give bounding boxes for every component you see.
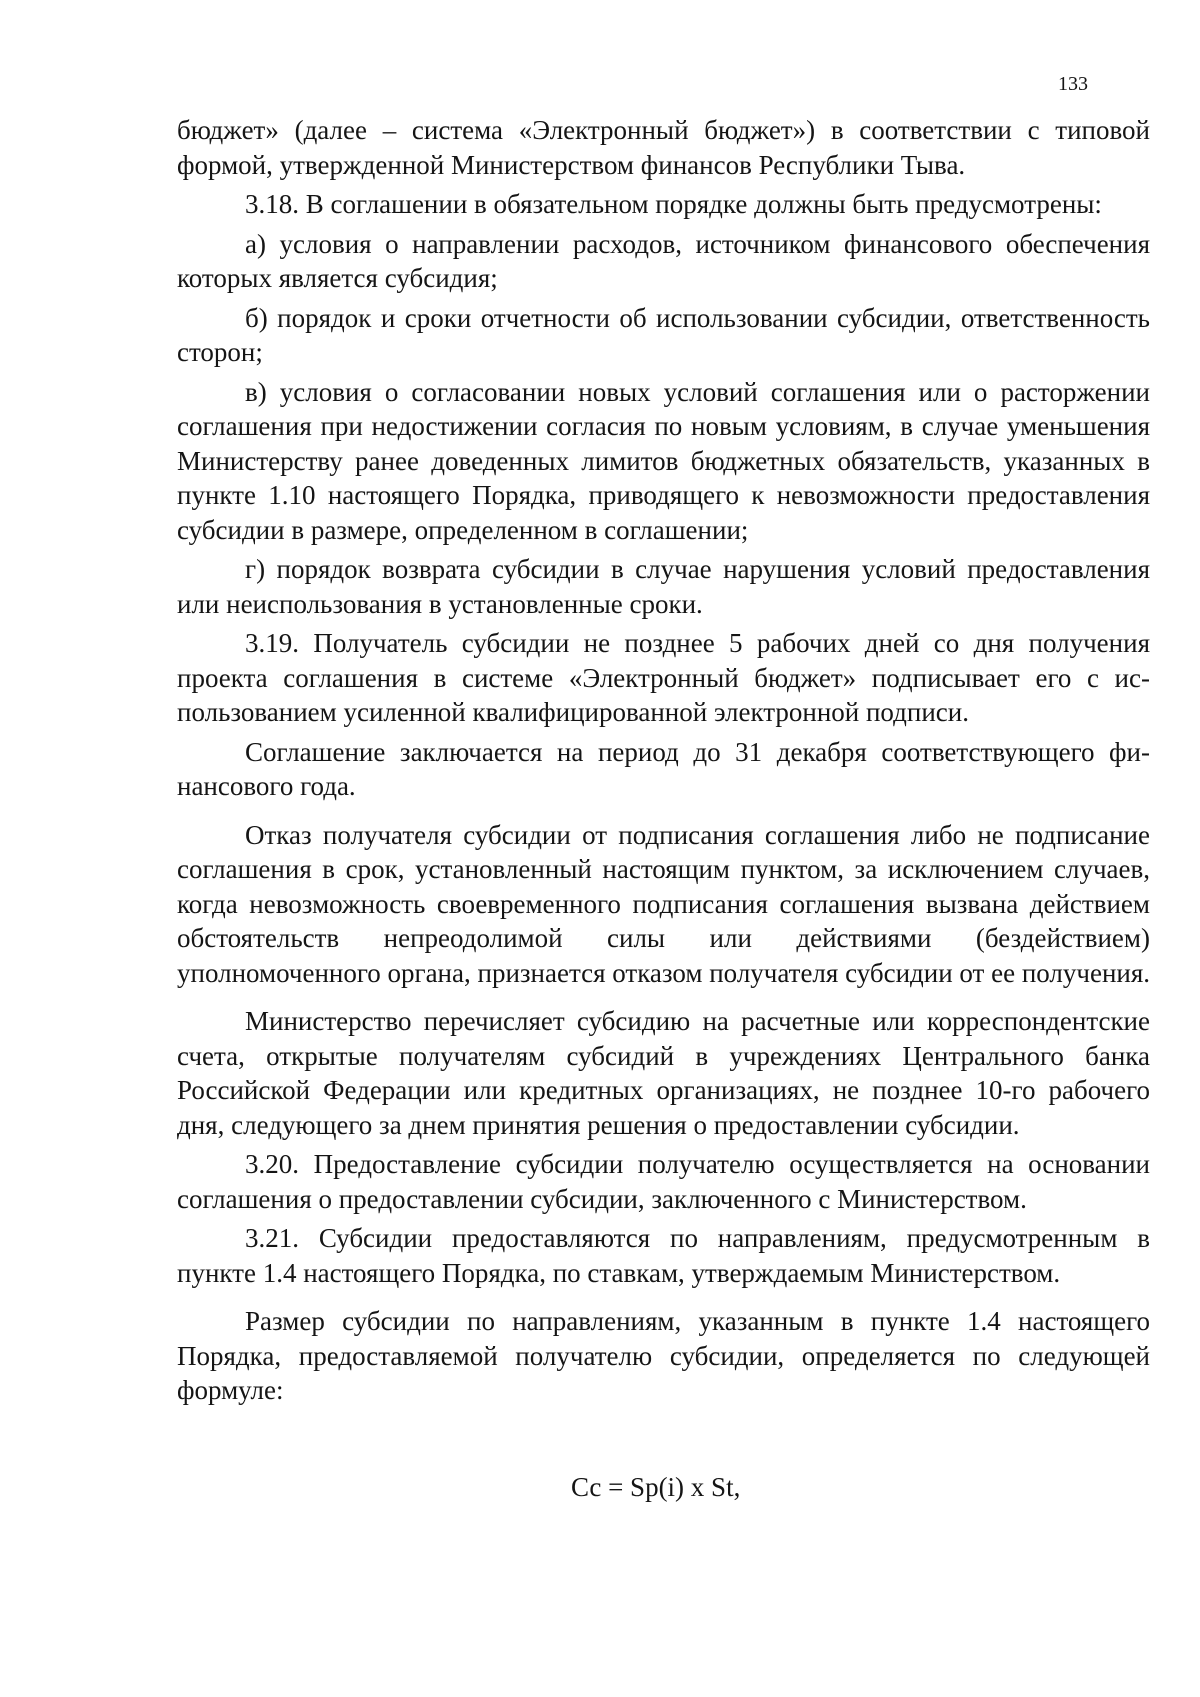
paragraph-3-20: 3.20. Предоставление субсидии получателю осуществляется на основании соглашения о предоставлении субсидии, заключенного с Министерством. (177, 1149, 1150, 1214)
paragraph-3-21: 3.21. Субсидии предоставляются по направлениям, предусмотренным в пункте 1.4 настоящего Порядка, по ставкам, утверждаемым Министерством. (177, 1223, 1150, 1288)
paragraph-3-18-a: а) условия о направлении расходов, источником финансового обеспечения которых является субсидия; (177, 228, 1150, 293)
paragraph-3-18-g: г) порядок возврата субсидии в случае нарушения условий предоставления или неиспользования в установленные сроки. (177, 554, 1150, 619)
subsidy-formula: Сс = Sp(i) x St, (571, 1471, 741, 1502)
paragraph-subsidy-size: Размер субсидии по направлениям, указанным в пункте 1.4 настоящего Порядка, предоставляемой получателю субсидии, определяется по следующей формуле: (177, 1306, 1150, 1405)
paragraph-transfer: Министерство перечисляет субсидию на расчетные или корреспондентские счета, открытые получателям субсидий в учреждениях Центрального банка Российской Федерации или кредитных организациях, не позднее 10-го рабочего дня, следующего за днем принятия решения о предоставлении субсидии. (177, 1006, 1150, 1140)
paragraph-3-19: 3.19. Получатель субсидии не позднее 5 рабочих дней со дня получения проекта соглашения в системе «Электронный бюджет» подписывает его с использованием усиленной квалифицированной электронной подписи. (177, 628, 1150, 727)
page-number: 133 (1058, 73, 1088, 95)
document-body (177, 113, 1150, 1504)
paragraph-3-18: 3.18. В соглашении в обязательном порядке должны быть предусмотрены: (245, 189, 1102, 219)
paragraph-agreement-period: Соглашение заключается на период до 31 декабря соответствующего финансового года. (177, 736, 1150, 801)
paragraph-budget-system: бюджет» (далее – система «Электронный бюджет») в соответствии с типовой формой, утвержденной Министерством финансов Республики Тыва. (177, 115, 1150, 180)
paragraph-3-18-b: б) порядок и сроки отчетности об использовании субсидии, ответственность сторон; (177, 302, 1150, 367)
paragraph-refusal: Отказ получателя субсидии от подписания соглашения либо не подписание соглашения в срок, установленный настоящим пунктом, за исключением случаев, когда невозможность своевременного подписания соглашения вызвана действием обстоятельств непреодолимой силы или действиями (бездействием) уполномоченного органа, признается отказом получателя субсидии от ее получения. (177, 819, 1151, 988)
paragraph-3-18-v: в) условия о согласовании новых условий соглашения или о расторжении соглашения при недостижении согласия по новым условиям, в случае уменьшения Министерству ранее доведенных лимитов бюджетных обязательств, указанных в пункте 1.10 настоящего Порядка, приводящего к невозможности предоставления субсидии в размере, определенном в соглашении; (177, 376, 1150, 545)
